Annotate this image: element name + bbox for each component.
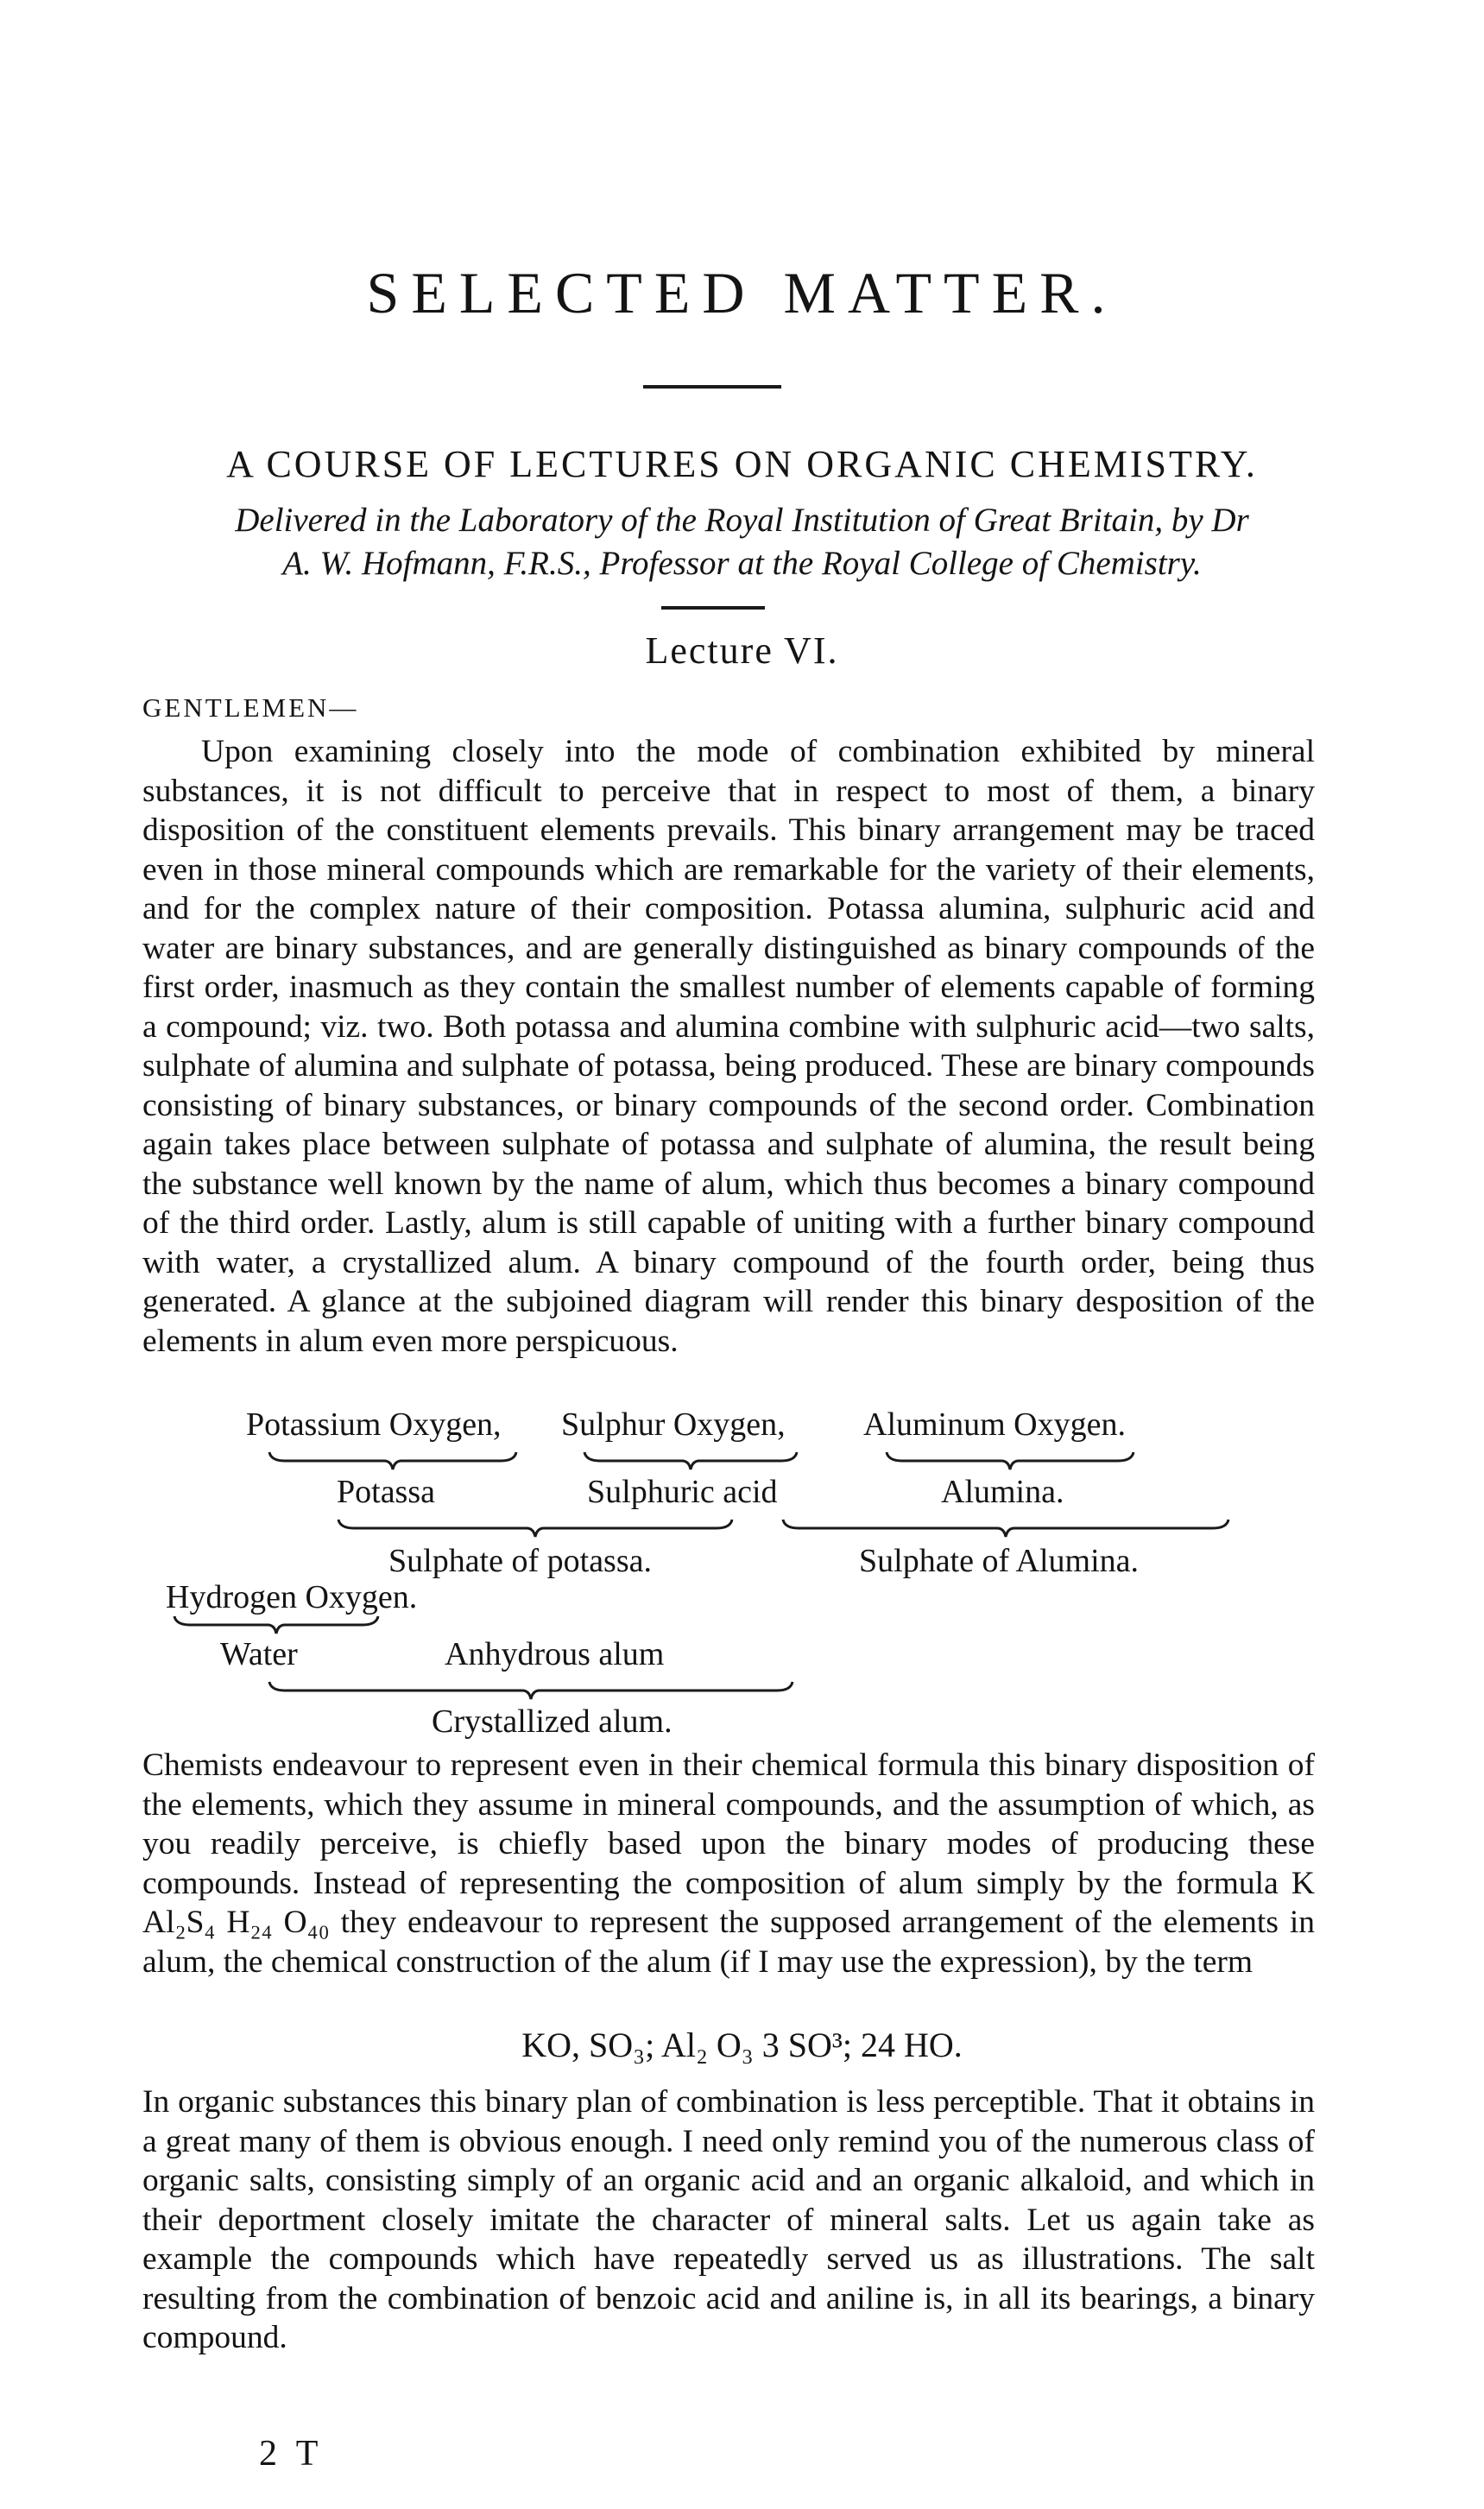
- chemical-formula: KO, SO₃; Al₂ O₃ 3 SO³; 24 HO.: [521, 2026, 963, 2064]
- signature-mark: 2 T: [259, 2434, 324, 2474]
- byline-line-1: Delivered in the Laboratory of the Royal Institution of Great Britain, by Dr: [235, 502, 1249, 539]
- brace-water: [173, 1615, 380, 1635]
- diagram-sulphuric-acid: Sulphuric acid: [587, 1474, 778, 1510]
- brace-sulphate-alumina: [781, 1518, 1230, 1539]
- brace-sulphate-potassa: [337, 1518, 734, 1539]
- lecture-number: Lecture VI.: [645, 629, 839, 672]
- brace-crystallized-alum: [268, 1680, 794, 1701]
- body-paragraph-2: Chemists endeavour to represent even in their chemical formula this binary disposition of the elements, which they assume in mineral compounds, and the assumption of which, as you readily perceive, is chiefly based upon the binary modes of producing these compounds. Instead of representing the composition of alum simply by the formula K Al₂S₄ H₂₄ O₄₀ they endeavour to represent the supposed arrangement of the elements in alum, the chemical construction of the alum (if I may use the expression), by the term: [142, 1747, 1315, 1980]
- diagram-sulphate-potassa: Sulphate of potassa.: [388, 1543, 653, 1579]
- diagram-alumina: Alumina.: [941, 1474, 1064, 1510]
- body-paragraph-1: Upon examining closely into the mode of combination exhibited by mineral substances, it is not difficult to perceive that in respect to most of them, a binary disposition of the constituent elements prevails. This binary arrangement may be traced even in those mineral compounds which are remarkable for the variety of their elements, and for the complex nature of their composition. Potassa alumina, sulphuric acid and water are binary substances, and are generally distinguished as binary compounds of the first order, inasmuch as they contain the smallest number of elements capable of forming a compound; viz. two. Both potassa and alumina combine with sulphuric acid—two salts, sulphate of alumina and sulphate of potassa, being produced. These are binary compounds consisting of binary substances, or binary compounds of the second order. Combination again takes place between sulphate of potassa and sulphate of alumina, the result being the substance well known by the name of alum, which thus becomes a binary compound of the third order. Lastly, alum is still capable of uniting with a further binary compound with water, a crystallized alum. A binary compound of the fourth order, being thus generated. A glance at the subjoined diagram will render this binary desposition of the elements in alum even more perspicuous.: [142, 734, 1315, 1359]
- salutation: GENTLEMEN—: [142, 692, 359, 723]
- diagram-potassa: Potassa: [337, 1474, 435, 1510]
- page-heading: SELECTED MATTER.: [366, 260, 1118, 325]
- diagram-hydrogen-oxygen: Hydrogen Oxygen.: [166, 1579, 418, 1615]
- heading-rule: [643, 385, 781, 389]
- lecture-series-title: A COURSE OF LECTURES ON ORGANIC CHEMISTRY.: [226, 443, 1258, 485]
- byline-line-2: A. W. Hofmann, F.R.S., Professor at the Royal College of Chemistry.: [282, 545, 1202, 582]
- diagram-sulphur-oxygen: Sulphur Oxygen,: [561, 1406, 786, 1443]
- diagram-potassium-oxygen: Potassium Oxygen,: [246, 1406, 502, 1443]
- diagram-sulphate-alumina: Sulphate of Alumina.: [859, 1543, 1140, 1579]
- brace-potassa: [268, 1450, 518, 1471]
- brace-alumina: [885, 1450, 1135, 1471]
- byline-rule: [661, 606, 765, 610]
- diagram-water: Water: [220, 1636, 298, 1672]
- brace-sulphuric-acid: [583, 1450, 799, 1471]
- diagram-crystallized-alum: Crystallized alum.: [432, 1703, 673, 1740]
- body-paragraph-3: In organic substances this binary plan of combination is less perceptible. That it obtains in a great many of them is obvious enough. I need only remind you of the numerous class of organic salts, consisting simply of an organic acid and an organic alkaloid, and which in their deportment closely imitate the character of mineral salts. Let us again take as example the compounds which have repeatedly served us as illustrations. The salt resulting from the combination of benzoic acid and aniline is, in all its bearings, a binary compound.: [142, 2084, 1315, 2355]
- diagram-aluminum-oxygen: Aluminum Oxygen.: [863, 1406, 1126, 1443]
- diagram-anhydrous-alum: Anhydrous alum: [445, 1636, 665, 1672]
